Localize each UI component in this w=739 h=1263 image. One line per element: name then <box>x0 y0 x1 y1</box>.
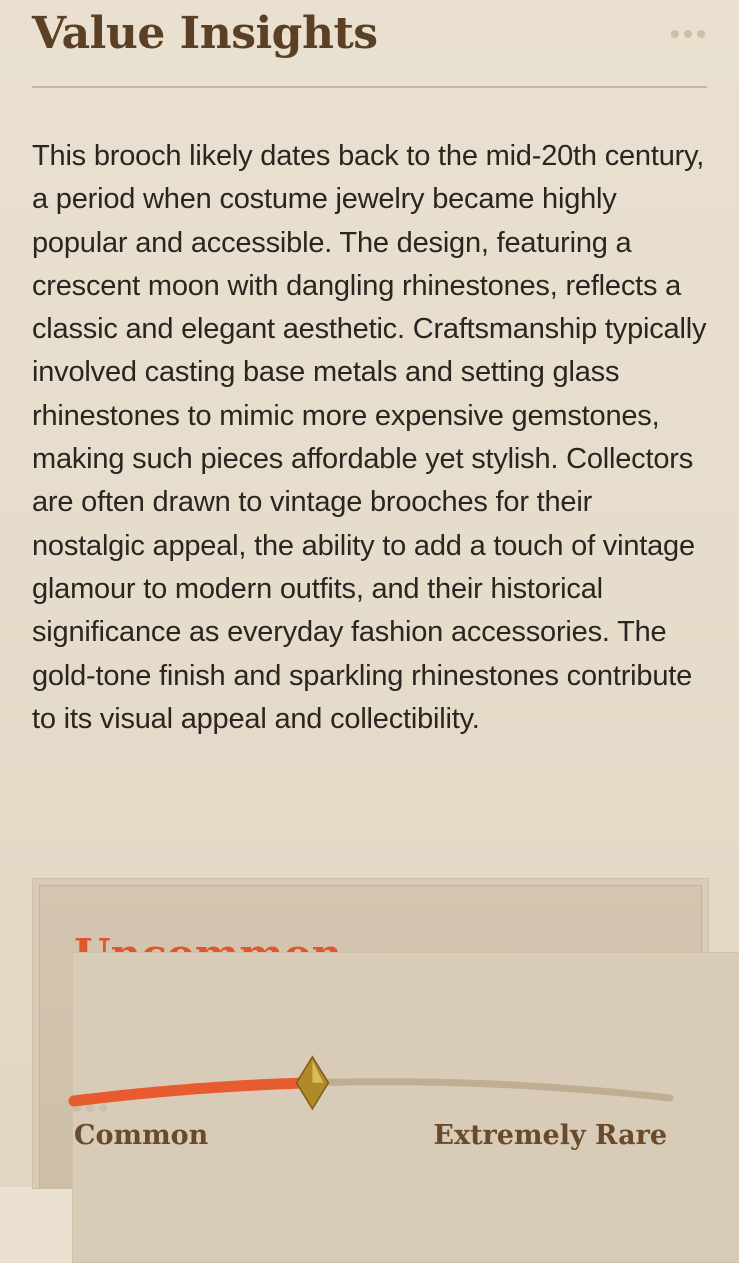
description-text: This brooch likely dates back to the mid-20th century, a period when costume jewelry became highly popular and accessible. The design, featuring a crescent moon with dangling rhinestones, reflects a classic and elegant aesthetic. Craftsmanship typically involved casting base metals and setting glass rhinestones to mimic more expensive gemstones, making such pieces affordable yet stylish. Collectors are often drawn to vintage brooches for their nostalgic appeal, the ability to add a touch of vintage glamour to modern outfits, and their historical significance as everyday fashion accessories. The gold-tone finish and sparkling rhinestones contribute to its visual appeal and collectibility. <box>32 140 707 735</box>
scale-min-label: Common <box>74 1120 209 1151</box>
scale-max-label: Extremely Rare <box>433 1120 667 1151</box>
rarity-card <box>32 878 709 1189</box>
header <box>32 0 707 88</box>
rarity-track <box>312 1082 670 1098</box>
rarity-fill <box>74 1083 312 1101</box>
rarity-card-inner <box>39 885 702 1188</box>
more-horizontal-icon[interactable] <box>671 30 705 38</box>
page-title: Value Insights <box>32 8 378 59</box>
rarity-marker-icon <box>296 1057 328 1109</box>
